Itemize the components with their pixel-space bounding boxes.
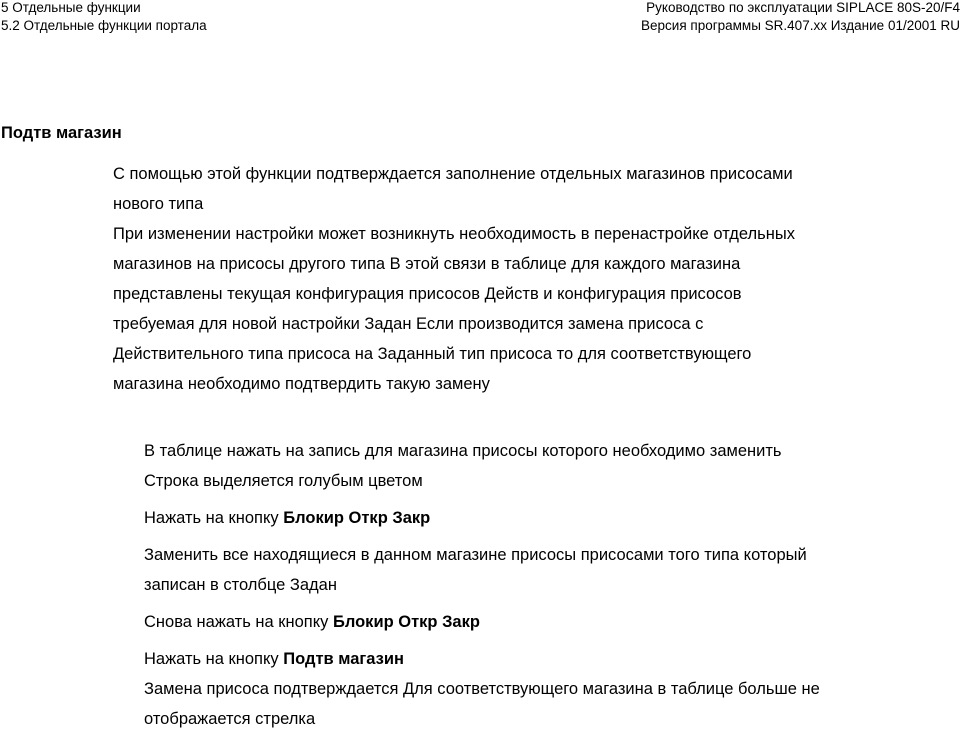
step-4-button-name: Блокир Откр Закр [332, 613, 480, 631]
intro-line: При изменении настройки может возникнуть необходимость в перенастройке отдельных [113, 225, 795, 243]
header-version: Версия программы SR.407.xx Издание 01/2001 RU [641, 18, 960, 33]
step-3-line: Заменить все находящиеся в данном магазине присосы присосами того типа который [144, 546, 807, 564]
intro-paragraph [113, 162, 958, 402]
step-5-result: отображается стрелка [144, 710, 316, 728]
header-manual-title: Руководство по эксплуатации SIPLACE 80S-20/F4 [646, 0, 960, 15]
header-subchapter: 5.2 Отдельные функции портала [1, 18, 207, 33]
step-5-button-name: Подтв магазин [283, 650, 404, 668]
procedure-steps [144, 439, 960, 737]
intro-line: С помощью этой функции подтверждается заполнение отдельных магазинов присосами [113, 165, 793, 183]
step-1-result: Строка выделяется голубым цветом [144, 472, 423, 490]
intro-line: представлены текущая конфигурация присосов Действ и конфигурация присосов [113, 285, 742, 303]
step-4-text: Снова нажать на кнопку [144, 613, 333, 631]
intro-line: магазина необходимо подтвердить такую замену [113, 375, 490, 393]
step-4 [144, 610, 960, 647]
step-5-text: Нажать на кнопку [144, 650, 284, 668]
step-1-line: В таблице нажать на запись для магазина присосы которого необходимо заменить [144, 442, 782, 460]
intro-line: Действительного типа присоса на Заданный тип присоса то для соответствующего [113, 345, 752, 363]
step-3-line: записан в столбце Задан [144, 576, 337, 594]
step-2 [144, 506, 960, 543]
step-5-result: Замена присоса подтверждается Для соответствующего магазина в таблице больше не [144, 680, 820, 698]
step-2-button-name: Блокир Откр Закр [283, 509, 431, 527]
header-chapter: 5 Отдельные функции [1, 0, 141, 15]
step-5 [144, 647, 960, 677]
section-title: Подтв магазин [1, 124, 122, 142]
intro-line: нового типа [113, 195, 204, 213]
step-2-text: Нажать на кнопку [144, 509, 284, 527]
intro-line: требуемая для новой настройки Задан Если производится замена присоса с [113, 315, 704, 333]
intro-line: магазинов на присосы другого типа В этой связи в таблице для каждого магазина [113, 255, 741, 273]
